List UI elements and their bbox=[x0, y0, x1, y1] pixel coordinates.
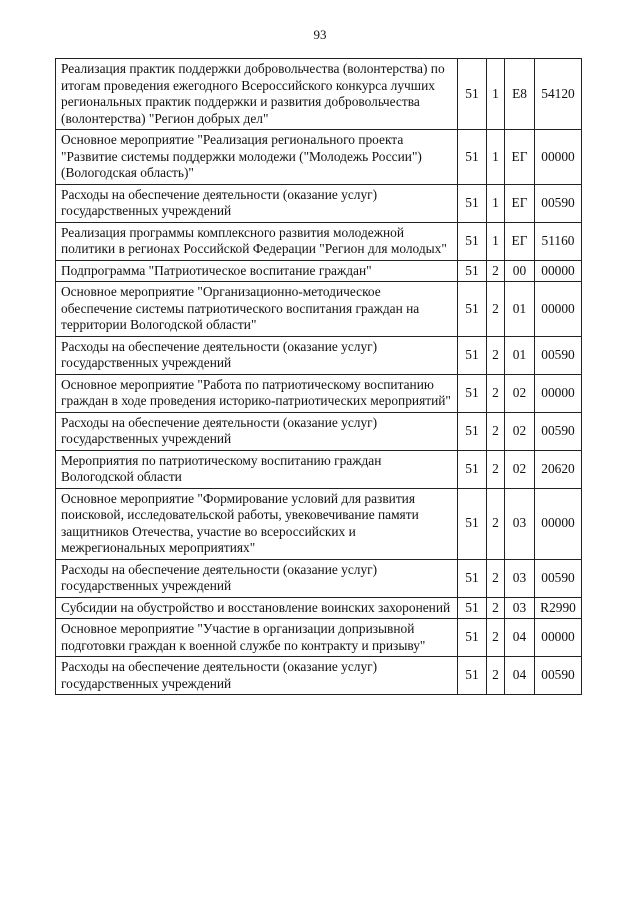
code-cell-2: 1 bbox=[487, 59, 505, 130]
code-cell-4: 54120 bbox=[535, 59, 582, 130]
code-cell-4: 00590 bbox=[535, 412, 582, 450]
code-cell-3: 03 bbox=[505, 597, 535, 619]
table-row bbox=[56, 184, 582, 222]
table-row bbox=[56, 597, 582, 619]
code-cell-1: 51 bbox=[458, 450, 487, 488]
code-cell-2: 2 bbox=[487, 619, 505, 657]
row-name-cell: Основное мероприятие "Работа по патриотическому воспитанию граждан в ходе проведения историко-патриотических мероприятий" bbox=[56, 374, 458, 412]
code-cell-1: 51 bbox=[458, 336, 487, 374]
table-row bbox=[56, 657, 582, 695]
row-name-cell: Расходы на обеспечение деятельности (оказание услуг) государственных учреждений bbox=[56, 336, 458, 374]
code-cell-1: 51 bbox=[458, 657, 487, 695]
code-cell-3: 02 bbox=[505, 412, 535, 450]
code-cell-2: 1 bbox=[487, 222, 505, 260]
table-row bbox=[56, 619, 582, 657]
code-cell-4: 00000 bbox=[535, 282, 582, 337]
row-name-cell: Основное мероприятие "Формирование условий для развития поисковой, исследовательской работы, увековечивание памяти защитников Отечества, участие во всероссийских и межрегиональных мероприятиях" bbox=[56, 488, 458, 559]
code-cell-1: 51 bbox=[458, 282, 487, 337]
code-cell-3: ЕГ bbox=[505, 222, 535, 260]
code-cell-2: 2 bbox=[487, 450, 505, 488]
code-cell-3: 03 bbox=[505, 559, 535, 597]
table-row bbox=[56, 412, 582, 450]
row-name-cell: Мероприятия по патриотическому воспитанию граждан Вологодской области bbox=[56, 450, 458, 488]
code-cell-2: 2 bbox=[487, 374, 505, 412]
row-name-cell: Основное мероприятие "Участие в организации допризывной подготовки граждан к военной службе по контракту и призыву" bbox=[56, 619, 458, 657]
code-cell-4: 51160 bbox=[535, 222, 582, 260]
row-name-cell: Реализация практик поддержки добровольчества (волонтерства) по итогам проведения ежегодного Всероссийского конкурса лучших региональных практик поддержки и развития добровольчества (волонтерства) "Регион добрых дел" bbox=[56, 59, 458, 130]
table-row bbox=[56, 488, 582, 559]
code-cell-2: 2 bbox=[487, 282, 505, 337]
row-name-cell: Расходы на обеспечение деятельности (оказание услуг) государственных учреждений bbox=[56, 559, 458, 597]
code-cell-2: 2 bbox=[487, 657, 505, 695]
code-cell-2: 2 bbox=[487, 412, 505, 450]
code-cell-2: 2 bbox=[487, 559, 505, 597]
code-cell-1: 51 bbox=[458, 130, 487, 185]
code-cell-1: 51 bbox=[458, 184, 487, 222]
code-cell-4: 00590 bbox=[535, 336, 582, 374]
code-cell-4: 20620 bbox=[535, 450, 582, 488]
code-cell-3: 01 bbox=[505, 336, 535, 374]
code-cell-1: 51 bbox=[458, 412, 487, 450]
code-cell-4: 00000 bbox=[535, 619, 582, 657]
code-cell-1: 51 bbox=[458, 597, 487, 619]
code-cell-4: 00000 bbox=[535, 488, 582, 559]
table-row bbox=[56, 59, 582, 130]
code-cell-2: 2 bbox=[487, 336, 505, 374]
code-cell-1: 51 bbox=[458, 559, 487, 597]
table-row bbox=[56, 336, 582, 374]
code-cell-4: 00590 bbox=[535, 657, 582, 695]
code-cell-2: 2 bbox=[487, 597, 505, 619]
table-body bbox=[56, 59, 582, 695]
code-cell-2: 2 bbox=[487, 260, 505, 282]
budget-table bbox=[55, 58, 582, 695]
code-cell-3: 03 bbox=[505, 488, 535, 559]
code-cell-2: 2 bbox=[487, 488, 505, 559]
row-name-cell: Расходы на обеспечение деятельности (оказание услуг) государственных учреждений bbox=[56, 184, 458, 222]
code-cell-3: 04 bbox=[505, 657, 535, 695]
table-row bbox=[56, 130, 582, 185]
code-cell-1: 51 bbox=[458, 260, 487, 282]
code-cell-1: 51 bbox=[458, 619, 487, 657]
table-row bbox=[56, 559, 582, 597]
row-name-cell: Основное мероприятие "Реализация регионального проекта "Развитие системы поддержки молодежи ("Молодежь России") (Вологодская область)" bbox=[56, 130, 458, 185]
code-cell-3: 04 bbox=[505, 619, 535, 657]
code-cell-3: 02 bbox=[505, 374, 535, 412]
code-cell-3: 01 bbox=[505, 282, 535, 337]
row-name-cell: Расходы на обеспечение деятельности (оказание услуг) государственных учреждений bbox=[56, 657, 458, 695]
code-cell-2: 1 bbox=[487, 184, 505, 222]
row-name-cell: Реализация программы комплексного развития молодежной политики в регионах Российской Федерации "Регион для молодых" bbox=[56, 222, 458, 260]
code-cell-4: R2990 bbox=[535, 597, 582, 619]
code-cell-4: 00590 bbox=[535, 184, 582, 222]
table-row bbox=[56, 222, 582, 260]
code-cell-4: 00000 bbox=[535, 374, 582, 412]
row-name-cell: Основное мероприятие "Организационно-методическое обеспечение системы патриотического воспитания граждан на территории Вологодской области" bbox=[56, 282, 458, 337]
code-cell-4: 00000 bbox=[535, 260, 582, 282]
code-cell-4: 00000 bbox=[535, 130, 582, 185]
code-cell-1: 51 bbox=[458, 59, 487, 130]
row-name-cell: Субсидии на обустройство и восстановление воинских захоронений bbox=[56, 597, 458, 619]
code-cell-3: 02 bbox=[505, 450, 535, 488]
code-cell-3: Е8 bbox=[505, 59, 535, 130]
code-cell-4: 00590 bbox=[535, 559, 582, 597]
code-cell-1: 51 bbox=[458, 488, 487, 559]
code-cell-3: ЕГ bbox=[505, 184, 535, 222]
code-cell-1: 51 bbox=[458, 374, 487, 412]
row-name-cell: Расходы на обеспечение деятельности (оказание услуг) государственных учреждений bbox=[56, 412, 458, 450]
code-cell-1: 51 bbox=[458, 222, 487, 260]
code-cell-3: 00 bbox=[505, 260, 535, 282]
code-cell-3: ЕГ bbox=[505, 130, 535, 185]
code-cell-2: 1 bbox=[487, 130, 505, 185]
row-name-cell: Подпрограмма "Патриотическое воспитание граждан" bbox=[56, 260, 458, 282]
table-row bbox=[56, 282, 582, 337]
table-row bbox=[56, 374, 582, 412]
page-number: 93 bbox=[313, 27, 327, 42]
table-row bbox=[56, 260, 582, 282]
table-row bbox=[56, 450, 582, 488]
